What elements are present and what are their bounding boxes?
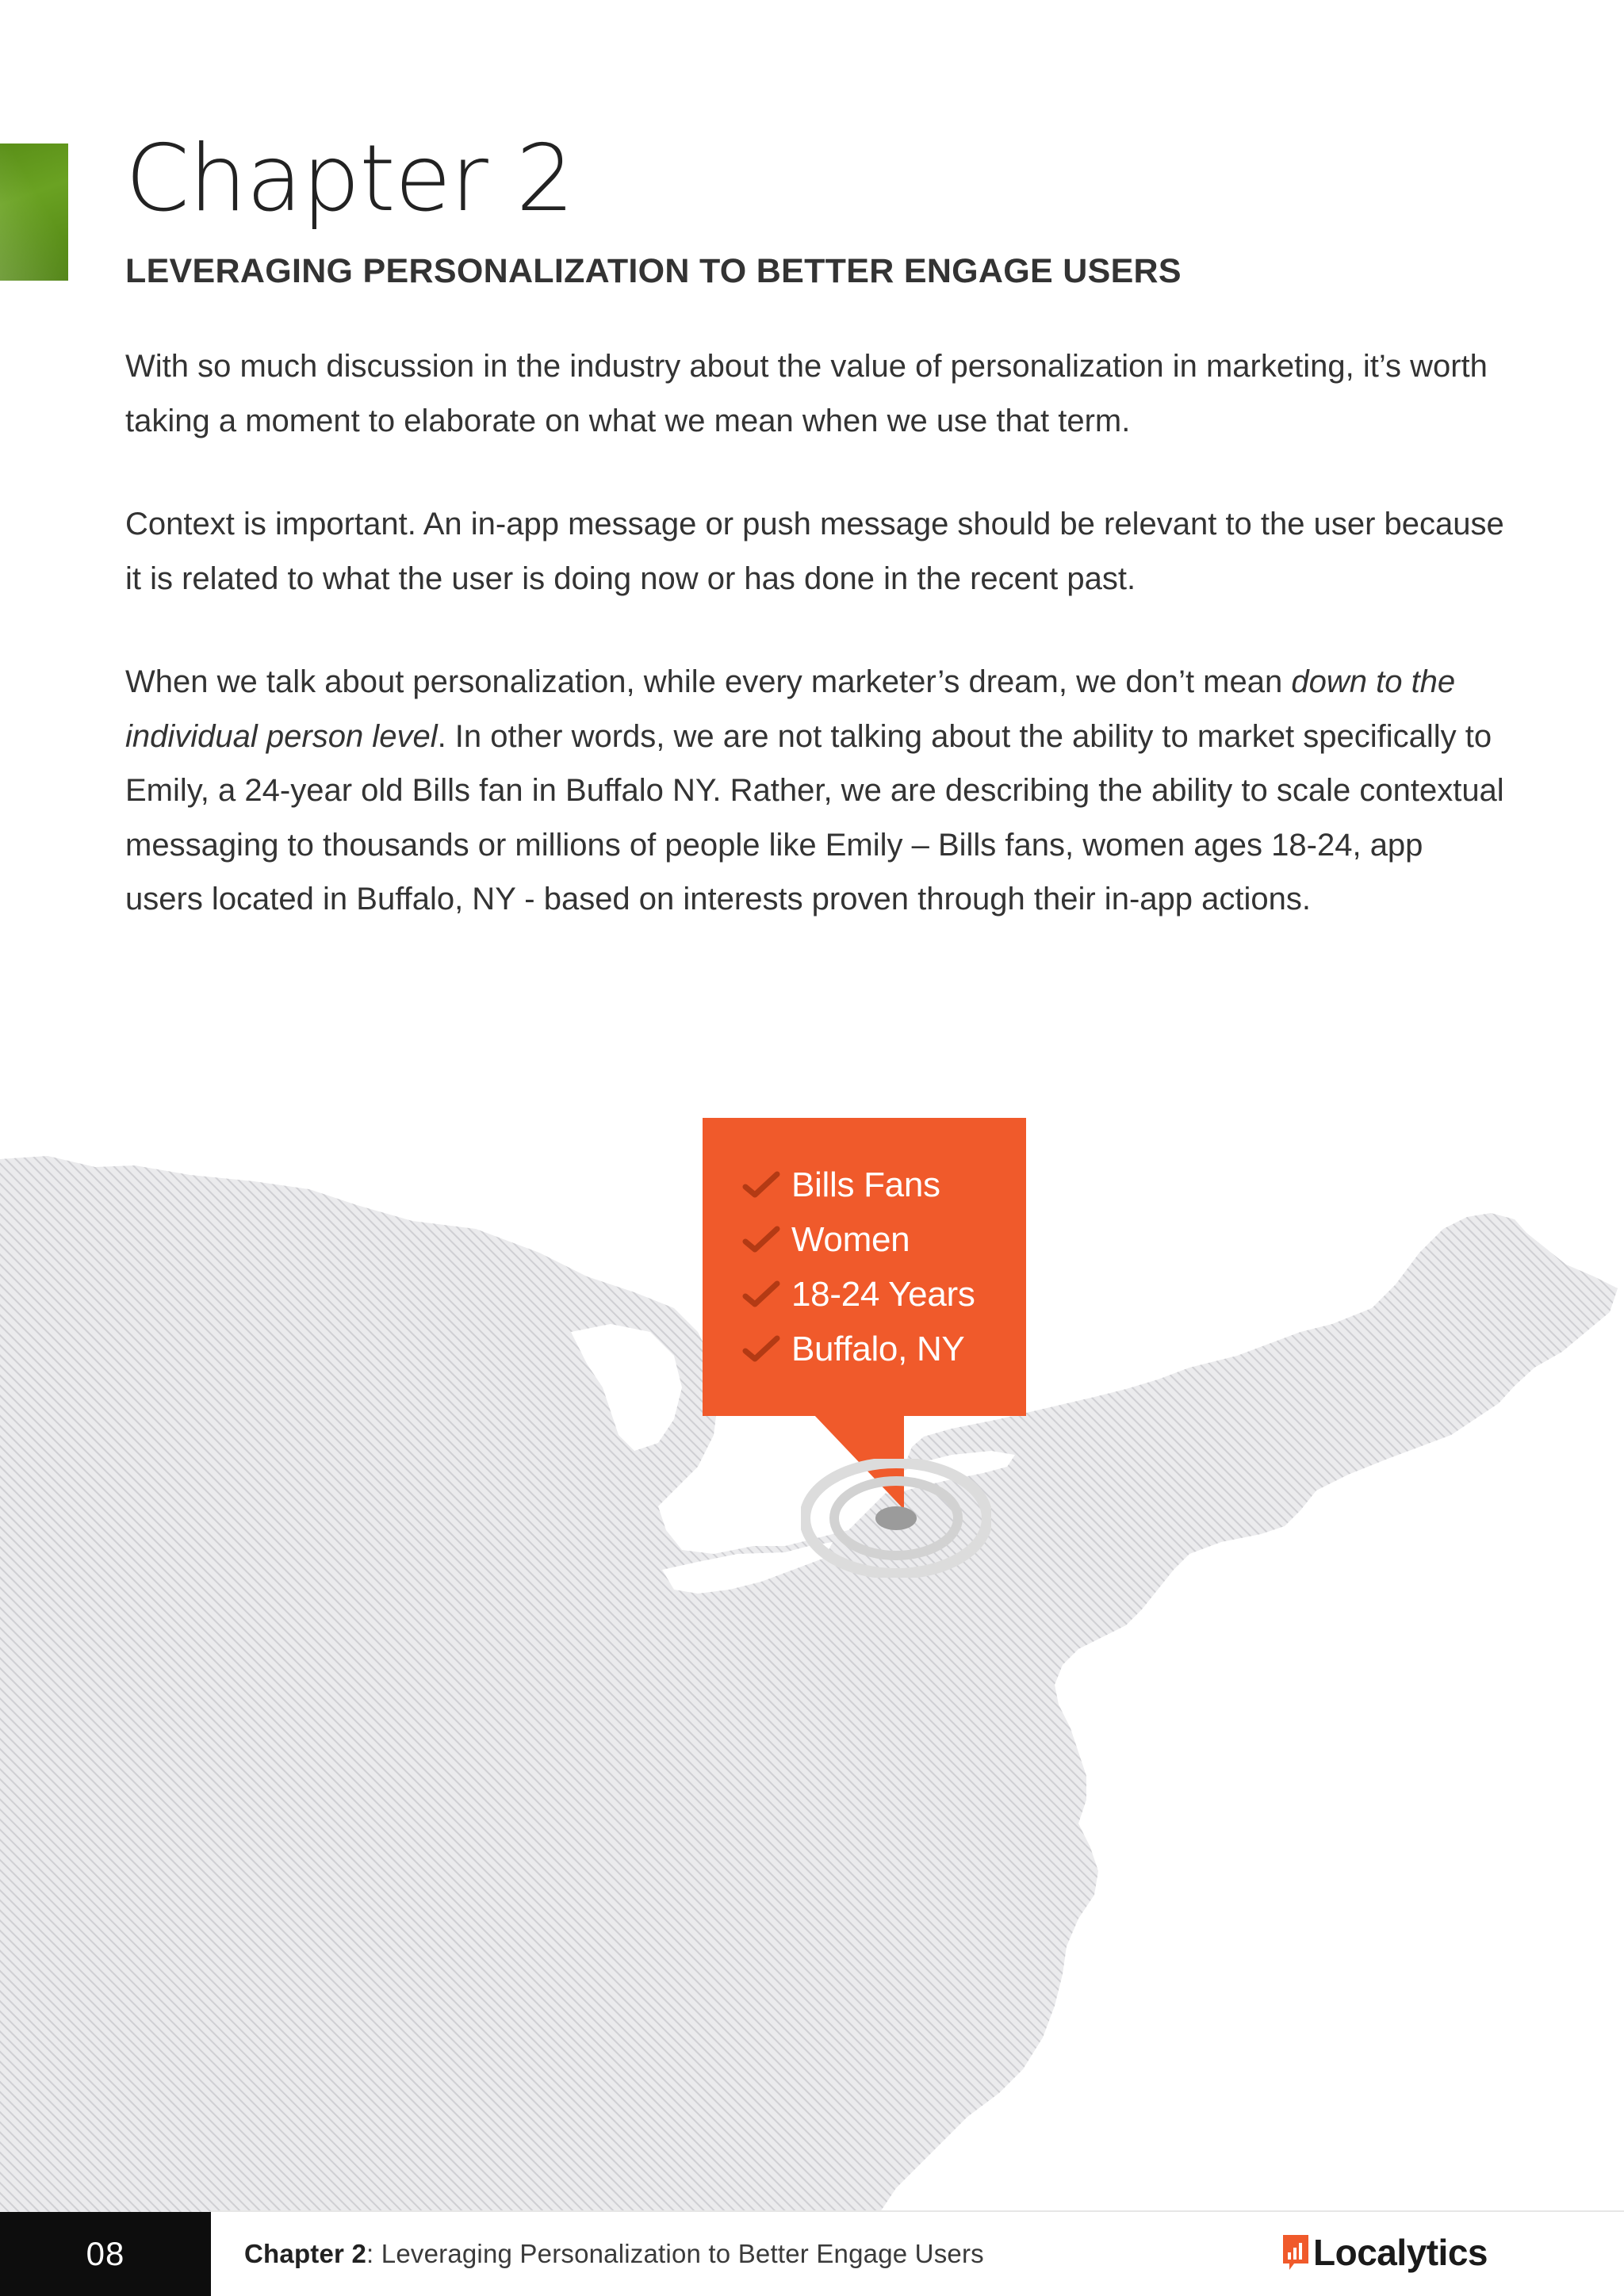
localytics-bar-icon bbox=[1283, 2235, 1308, 2270]
criteria-label: 18-24 Years bbox=[791, 1274, 975, 1314]
check-icon bbox=[742, 1279, 780, 1311]
footer-chapter-title: Leveraging Personalization to Better Engage Users bbox=[381, 2239, 984, 2268]
check-icon bbox=[742, 1224, 780, 1256]
criteria-label: Women bbox=[791, 1219, 910, 1259]
paragraph-3 bbox=[125, 655, 1505, 927]
footer-chapter-label bbox=[244, 2234, 984, 2274]
logo-wordmark: Localytics bbox=[1313, 2232, 1488, 2273]
criteria-label: Buffalo, NY bbox=[791, 1329, 965, 1368]
criteria-item bbox=[742, 1267, 1026, 1322]
check-icon bbox=[742, 1334, 780, 1365]
page-number: 08 bbox=[0, 2212, 211, 2296]
audience-criteria-list bbox=[703, 1118, 1026, 1376]
location-target-icon bbox=[801, 1459, 991, 1578]
check-icon bbox=[742, 1169, 780, 1201]
paragraph-3-emphasis: down to the individual person level bbox=[125, 664, 1456, 754]
chapter-subtitle: LEVERAGING PERSONALIZATION TO BETTER ENGAGE USERS bbox=[125, 252, 1182, 290]
chapter-title: Chapter 2 bbox=[125, 125, 574, 232]
accent-facet bbox=[0, 144, 68, 281]
paragraph-2: Context is important. An in-app message or push message should be relevant to the user because it is related to what the user is doing now or has done in the recent past. bbox=[125, 507, 1504, 596]
footer-separator: : bbox=[366, 2239, 381, 2268]
chapter-accent-block bbox=[0, 144, 68, 281]
body-text bbox=[125, 339, 1505, 976]
footer-divider bbox=[211, 2210, 1624, 2212]
criteria-label: Bills Fans bbox=[791, 1165, 940, 1204]
criteria-item bbox=[742, 1212, 1026, 1267]
footer-chapter-name: Chapter 2 bbox=[244, 2239, 367, 2268]
paragraph-3-start: When we talk about personalization, while every marketer’s dream, we don’t mean bbox=[125, 664, 1292, 699]
audience-callout bbox=[703, 1118, 1026, 1416]
criteria-item bbox=[742, 1322, 1026, 1376]
paragraph-3-end: . In other words, we are not talking about the ability to market specifically to Emily, a 24-year old Bills fan in Buffalo NY. Rather, we are describing the ability to scale contextual messaging to thousands or millions of people like Emily – Bills fans, women ages 18-24, app users located in Buffalo, NY - based on interests proven through their in-app actions. bbox=[125, 718, 1504, 916]
criteria-item bbox=[742, 1158, 1026, 1212]
paragraph-1: With so much discussion in the industry about the value of personalization in marketing, it’s worth taking a moment to elaborate on what we mean when we use that term. bbox=[125, 349, 1488, 438]
localytics-logo bbox=[1283, 2230, 1488, 2275]
